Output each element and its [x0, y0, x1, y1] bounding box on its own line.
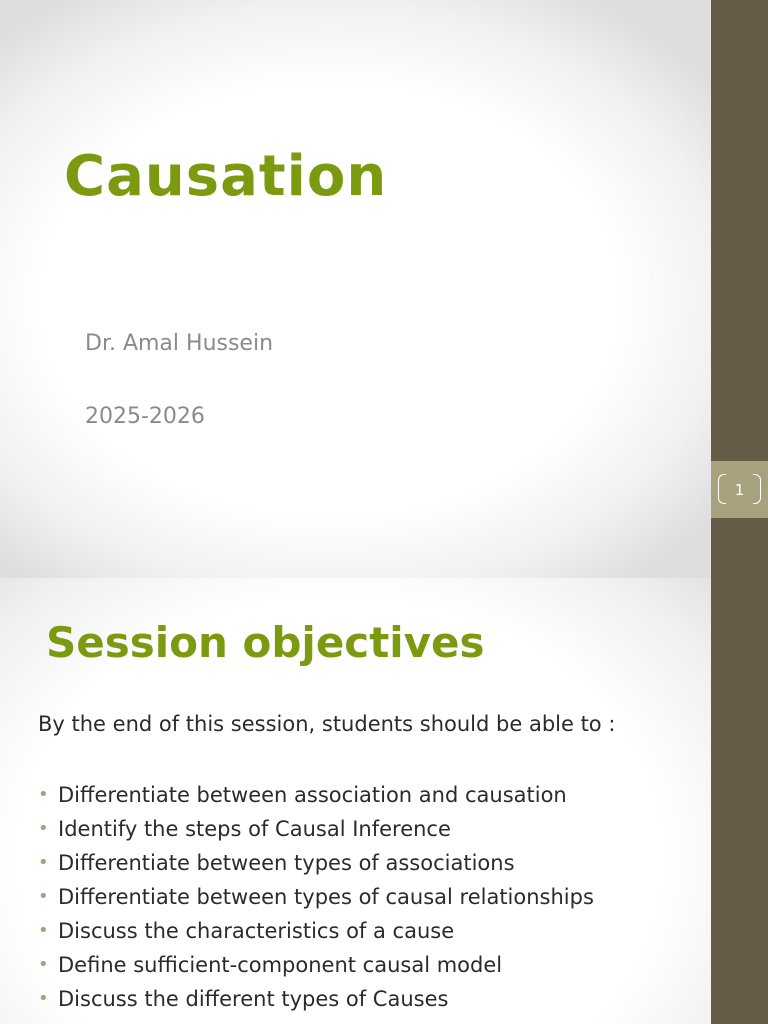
author-name: Dr. Amal Hussein — [85, 331, 274, 356]
list-item — [38, 914, 594, 948]
slide-2 — [0, 578, 768, 1024]
list-item — [38, 778, 594, 812]
objective-text: Discuss the different types of Causes — [58, 987, 449, 1011]
objective-text: Differentiate between types of associations — [58, 851, 515, 875]
objectives-list — [38, 778, 594, 1016]
academic-year: 2025-2026 — [85, 404, 205, 429]
objective-text: Differentiate between types of causal relationships — [58, 885, 594, 909]
slide-sidebar — [711, 578, 768, 1024]
bullet-dot-icon: • — [38, 784, 49, 805]
left-bracket-icon — [718, 474, 726, 504]
bullet-dot-icon: • — [38, 886, 49, 907]
bullet-dot-icon: • — [38, 920, 49, 941]
bullet-dot-icon: • — [38, 954, 49, 975]
right-bracket-icon — [753, 474, 761, 504]
objective-text: Discuss the characteristics of a cause — [58, 919, 455, 943]
objectives-intro: By the end of this session, students should be able to : — [38, 712, 616, 736]
slide-title: Causation — [64, 144, 388, 209]
objective-text: Define sufficient-component causal model — [58, 953, 503, 977]
objectives-title: Session objectives — [46, 618, 485, 667]
slide-number-badge — [711, 461, 768, 518]
bullet-dot-icon: • — [38, 818, 49, 839]
bullet-dot-icon: • — [38, 988, 49, 1009]
list-item — [38, 880, 594, 914]
list-item — [38, 812, 594, 846]
list-item — [38, 846, 594, 880]
list-item — [38, 982, 594, 1016]
bullet-dot-icon: • — [38, 852, 49, 873]
objective-text: Identify the steps of Causal Inference — [58, 817, 451, 841]
slide-number: 1 — [734, 480, 745, 499]
objective-text: Differentiate between association and causation — [58, 783, 567, 807]
list-item — [38, 948, 594, 982]
